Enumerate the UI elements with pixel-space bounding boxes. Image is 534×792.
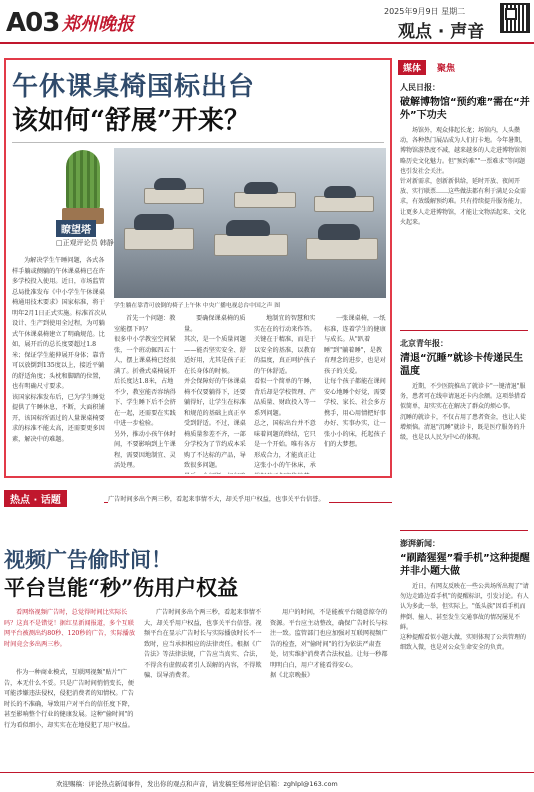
article2-lead: 看网络视频广告时，总觉得时间比实际长吗？这真不是错觉！据红星新闻报道，多个互联网平台被测出约80秒、120秒的广告，实际播放时间竟会多出两三秒。	[4, 609, 136, 648]
article2-headline-line1: 视频广告偷时间！	[4, 547, 172, 572]
issue-date: 2025年9月9日 星期二	[384, 7, 466, 16]
media-divider	[400, 330, 528, 331]
media-source-2: 北京青年报：	[400, 339, 448, 348]
masthead-rule	[0, 42, 534, 44]
media-headline-2: 清退“沉睡”就诊卡传递民生温度	[400, 353, 524, 377]
feature-headline-line1: 午休课桌椅国标出台	[12, 72, 256, 102]
feature-headline-line2: 该如何“舒展”开来？	[12, 106, 250, 136]
focus-tag: 聚焦	[437, 64, 456, 74]
desk-shape	[214, 234, 288, 256]
hot-topic-text: 广告时间多出个两三秒，看起来事情不大，却关乎用户权益，也事关平台信誉。	[108, 494, 329, 503]
byline: □正观评论员 韩静	[56, 239, 114, 247]
desk-shape	[314, 196, 374, 212]
student-shape	[324, 186, 356, 198]
newspaper-logo: 郑州晚报	[62, 14, 134, 35]
qr-code-icon	[500, 3, 530, 33]
desk-shape	[306, 238, 378, 260]
footer	[0, 772, 534, 792]
feature-body-col-1: 首先一个问题：教室能摆下吗？ 很多中小学教室空间紧张，一个班动辄四五十人，摆上课桌椅已经很满了。折叠式桌椅展开后长度达1.8米，占地不少，教室能否容纳得下、学生睡下后不会挤在一起，还需要在实践中进一步检验。 另外，推动小孩午休时间，不要影响到上午课程，需要因地制宜、灵活处理。	[114, 315, 176, 469]
media-body-2: 近期，不少医院推出了就诊卡"一键清退"服务，患者可在线申请退还卡内余额。这项举措看似简单，却实实在在解决了群众的烦心事。 沉睡的就诊卡，不仅占用了患者资金，也让人徒增烦恼。清退"沉睡"就诊卡，既是医疗服务的升级，也是以人民为中心的体现。	[400, 383, 527, 442]
classroom-photo	[114, 148, 386, 298]
student-shape	[244, 182, 278, 194]
headline-divider	[12, 142, 384, 143]
article2-headline-line2: 平台岂能“秒”伤用户权益	[4, 575, 239, 600]
article2-col-3: 用户的时间，不是能被平台随意掠夺的资源。平台应主动整改，确保广告时长与标注一致。监管部门也应加强对互联网视频广告的检查，对"偷时间"的行为依法严肃查处，切实维护消费者合法权益。让每一秒都明明白白，用户才能看得安心。 据《北京晚报》	[270, 609, 388, 679]
photo-caption: 学生躺在靠背可放倒的椅子上午休 中央广播电视总台中国之声 图	[114, 303, 280, 309]
section-title: 观点 · 声音	[398, 22, 485, 42]
student-shape	[134, 214, 174, 230]
student-shape	[226, 220, 270, 236]
media-tag: 媒体	[398, 60, 426, 75]
media-body-1: 场馆外，观众排起长龙；场馆内，人头攒动，各种热门展品成为人们打卡地。今年暑期，博物馆游热度不减，越来越多的人走进博物馆领略历史文化魅力。但"预约难""一票难求"等问题也引发社会关注。 针对新需求，创新新供给，延时开放、夜间开放、实行联票……这些做法都有利于满足公众需求，有效缓解预约难。只有持续提升服务能力，让更多人走进博物馆，才能让文物活起来、文化火起来。	[400, 127, 527, 226]
student-shape	[318, 224, 360, 240]
desk-shape	[124, 228, 194, 250]
student-shape	[154, 178, 186, 190]
masthead	[0, 0, 534, 44]
feature-body-col-3: 地制宜的智慧和实实在在的行动来作答。关键在于精准，而是于以安全的基准，以教育的温度，真正呵护孩子的午休舒适。 看似一个简单的午睡，背后却是学校管理、产品质量、财政投入等一系列问题。 总之，国标出台并不意味着问题的终结，它只是一个开始。唯有各方形成合力，才能真正让这张小小的午休床，承	[254, 315, 316, 469]
page-number: A03	[6, 8, 60, 38]
media-headline-1: 破解博物馆“预约难”需在“并外”下功夫	[400, 97, 530, 121]
feature-body-col-2: 要确保课桌椅的质量。 其次，是一个质量问题——能否坚实安全、舒适好用，尤其是孩子正在长身体的时候。 并会保障好的午休课桌椅不仅要躺得下，还要躺得好，让学生在标准和规范的基础上真正享受到舒适。不过，课桌椅质量参差不齐，一部分学校为了节约成本采购了不达标的产品，导致很多问题。	[184, 315, 246, 469]
media-source-1: 人民日报：	[400, 83, 440, 92]
feature-lead: 为解决学生午睡问题，各式各样手躺或侧躺的午休课桌椅已在许多学校投入使用。近日，市场监管总局批准发布《中小学生午休课桌椅通用技术要求》国家标准，将于明年2月1日正式实施。标准首次从设计、生产到使用全过程，为可躺式午休课桌椅建立了明确规范。比如，展开后的总长度要超过1.8米；保证学生能伸展开身体；靠背可以放倒到135度以上，接近平躺的舒适角度；头枕和脚踏的位置，也有明确尺寸要求。 该国家标准发布后，已为学生睡觉提供了午睡休息，不断，大面积铺开，该国标所需过的人量课桌椅要求的标准不能太高，还需要更多因素，解决中的难题。	[12, 257, 107, 443]
media-body-3: 近日，有网友反映在一些公共场所出现了"请勿边走路边看手机"的提醒标识，引发讨论。有人认为多此一举，但实际上，"低头族"因看手机而摔倒、撞人、甚至发生交通事故的情况屡见不鲜。 这种提醒看似小题大做，实则体现了公共管理的细致入微，也是对公众生命安全的负责。	[400, 583, 529, 652]
hot-topic-bar	[4, 488, 392, 506]
media-source-3: 澎湃新闻：	[400, 539, 440, 548]
desk-shape	[144, 188, 204, 204]
article2-col-2: 广告时间多出个两三秒，看起来事情不大，却关乎用户权益，也事关平台信誉。视频平台在显示广告时长与实际播放时长不一致时，应当承担相应的法律责任。根据《广告法》等法律法规，广告应当真实、合法，不得含有虚假或者引人误解的内容，不得欺骗、误导消费者。	[144, 609, 262, 679]
media-headline-3: “刷踏猩猩”看手机”这种提醒并非小题大做	[400, 553, 530, 577]
cactus-illustration-icon	[66, 150, 100, 210]
column-name: 瞭望塔	[56, 220, 96, 237]
media-divider	[400, 530, 528, 531]
footer-submission-note: 欢迎赐稿：评论热点新闻事件，发出你的观点和声音，请发稿至郑州评论信箱：zghlpl@163.com	[56, 780, 338, 788]
desk-shape	[234, 192, 296, 208]
hot-topic-tag: 热点 · 话题	[4, 490, 67, 507]
feature-article	[4, 58, 392, 478]
article2-col-1: 作为一种商业模式，互联网视频"贴片"广告，本无什么不妥。只是广告时间悄悄变长，便可能涉嫌违法侵权，侵犯消费者的知情权。广告时长的不准确，导致用户对平台的信任度下降，甚至影响整个行业的健康发展。这种"偷时间"的行为看似细小，却实实在在地侵犯了用户权益。	[4, 669, 134, 729]
feature-body-col-4: 一张课桌椅，一纸标准，连着学生的健康与成长。从"趴着睡"到"躺着睡"，是教育理念的进步，也是对孩子的关爱。 让每个孩子都能在课间安心地睡个好觉，需要学校、家长、社会多方携手，用心用情把好事办好、实事办实，让一张小小的床，托起孩子们的大梦想。	[324, 315, 386, 448]
